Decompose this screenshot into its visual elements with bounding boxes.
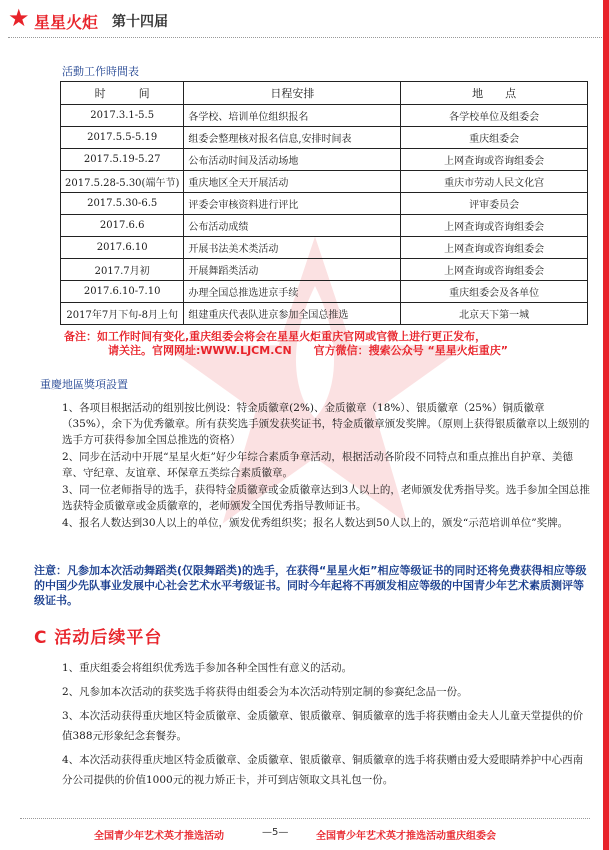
cell-place: 上网查询或咨询组委会 <box>401 259 588 281</box>
table-row <box>61 193 588 215</box>
cell-time: 2017.3.1-5.5 <box>61 105 184 127</box>
cell-time: 2017.5.28-5.30(端午节) <box>61 171 184 193</box>
footer-right-text: 全国青少年艺术英才推选活动重庆组委会 <box>316 831 496 842</box>
page-header <box>0 0 609 40</box>
footer-left-text: 全国青少年艺术英才推选活动 <box>94 831 224 842</box>
awards-item: 3、同一位老师指导的选手，获得特金质徽章或金质徽章达到3人以上的，老师颁发优秀指导奖。选手参加全国总推选获特金质徽章或金质徽章的，老师颁发全国优秀指导教师证书。 <box>62 484 590 512</box>
cell-place: 重庆市劳动人民文化宫 <box>401 171 588 193</box>
awards-item: 4、报名人数达到30人以上的单位，颁发优秀组织奖；报名人数达到50人以上的，颁发“示范培训单位”奖牌。 <box>62 517 569 529</box>
cell-task: 公布活动时间及活动场地 <box>184 149 401 171</box>
brand-name: 星星火炬 <box>34 13 99 32</box>
cell-time: 2017.5.30-6.5 <box>61 193 184 215</box>
header-divider <box>8 37 602 38</box>
followup-item: 2、凡参加本次活动的获奖选手将获得由组委会为本次活动特别定制的参赛纪念品一份。 <box>62 686 468 698</box>
page-footer <box>0 818 609 850</box>
followup-item: 3、本次活动获得重庆地区特金质徽章、金质徽章、银质徽章、铜质徽章的选手将获赠由金夫人儿童天堂提供的价值388元形象纪念套餐券。 <box>62 710 584 742</box>
page-number: —5— <box>262 827 289 838</box>
cell-task: 开展书法美术类活动 <box>184 237 401 259</box>
page-edge-stripe <box>603 0 609 850</box>
cell-place: 重庆组委会 <box>401 127 588 149</box>
awards-list <box>62 400 592 532</box>
table-row <box>61 105 588 127</box>
table-row <box>61 171 588 193</box>
table-row <box>61 303 588 325</box>
column-header-place: 地 点 <box>401 82 588 105</box>
cell-task: 组建重庆代表队进京参加全国总推选 <box>184 303 401 325</box>
table-header-row <box>61 82 588 105</box>
schedule-table <box>60 81 588 325</box>
cell-place: 评审委员会 <box>401 193 588 215</box>
cell-place: 上网查询或咨询组委会 <box>401 237 588 259</box>
footer-divider <box>20 818 590 819</box>
cell-place: 重庆组委会及各单位 <box>401 281 588 303</box>
edition-label: 第十四届 <box>112 14 168 30</box>
table-row <box>61 259 588 281</box>
dance-notice: 注意：凡参加本次活动舞蹈类(仅限舞蹈类)的选手，在获得“星星火炬”相应等级证书的同时还将免费获得相应等级的中国少先队事业发展中心社会艺术水平考级证书。同时今年起将不再颁发相应等级的中国青少年艺术素质测评等级证书。 <box>34 564 587 607</box>
followup-item: 4、本次活动获得重庆地区特金质徽章、金质徽章、银质徽章、铜质徽章的选手将获赠由爱大爱眼睛养护中心西南分公司提供的价值1000元的视力矫正卡，并可到店领取文具礼包一份。 <box>62 754 584 786</box>
cell-time: 2017.6.6 <box>61 215 184 237</box>
cell-task: 组委会整理核对报名信息,安排时间表 <box>184 127 401 149</box>
table-row <box>61 281 588 303</box>
table-row <box>61 127 588 149</box>
table-row <box>61 237 588 259</box>
schedule-note-line2: 请关注。官网网址:WWW.LJCM.CN 官方微信：搜索公众号 “星星火炬重庆” <box>108 344 508 357</box>
cell-place: 北京天下第一城 <box>401 303 588 325</box>
table-row <box>61 215 588 237</box>
column-header-task: 日程安排 <box>184 82 401 105</box>
followup-title: C 活动后续平台 <box>34 628 163 648</box>
cell-task: 开展舞蹈类活动 <box>184 259 401 281</box>
cell-time: 2017.6.10-7.10 <box>61 281 184 303</box>
cell-task: 评委会审核资料进行评比 <box>184 193 401 215</box>
followup-list <box>62 658 592 794</box>
cell-time: 2017.5.5-5.19 <box>61 127 184 149</box>
cell-time: 2017.6.10 <box>61 237 184 259</box>
schedule-title: 活動工作時間表 <box>62 65 139 78</box>
awards-item: 2、同步在活动中开展“星星火炬”好少年综合素质争章活动，根据活动各阶段不同特点和重点推出自护章、美德章、守纪章、友谊章、环保章五类综合素质徽章。 <box>62 451 573 479</box>
cell-task: 各学校、培训单位组织报名 <box>184 105 401 127</box>
followup-item: 1、重庆组委会将组织优秀选手参加各种全国性有意义的活动。 <box>62 662 353 674</box>
cell-place: 上网查询或咨询组委会 <box>401 215 588 237</box>
table-row <box>61 149 588 171</box>
cell-time: 2017.5.19-5.27 <box>61 149 184 171</box>
star-logo-icon: ★ <box>8 4 30 32</box>
awards-title: 重慶地區獎項設置 <box>40 378 128 391</box>
cell-time: 2017年7月下旬-8月上旬 <box>61 303 184 325</box>
cell-place: 上网查询或咨询组委会 <box>401 149 588 171</box>
awards-item: 1、各项目根据活动的组别按比例设：特金质徽章(2%)、金质徽章（18%）、银质徽章（25%）铜质徽章（35%），余下为优秀徽章。所有获奖选手颁发获奖证书，特金质徽章颁发奖牌。（原则上获得银质徽章以上级别的选手方可获得参加全国总推选的资格） <box>62 402 590 446</box>
column-header-time: 时 间 <box>61 82 184 105</box>
cell-task: 办理全国总推选进京手续 <box>184 281 401 303</box>
schedule-note-line1: 备注：如工作时间有变化,重庆组委会将会在星星火炬重庆官网或官微上进行更正发布， <box>64 330 487 343</box>
cell-task: 重庆地区全天开展活动 <box>184 171 401 193</box>
cell-time: 2017.7月初 <box>61 259 184 281</box>
cell-place: 各学校单位及组委会 <box>401 105 588 127</box>
cell-task: 公布活动成绩 <box>184 215 401 237</box>
